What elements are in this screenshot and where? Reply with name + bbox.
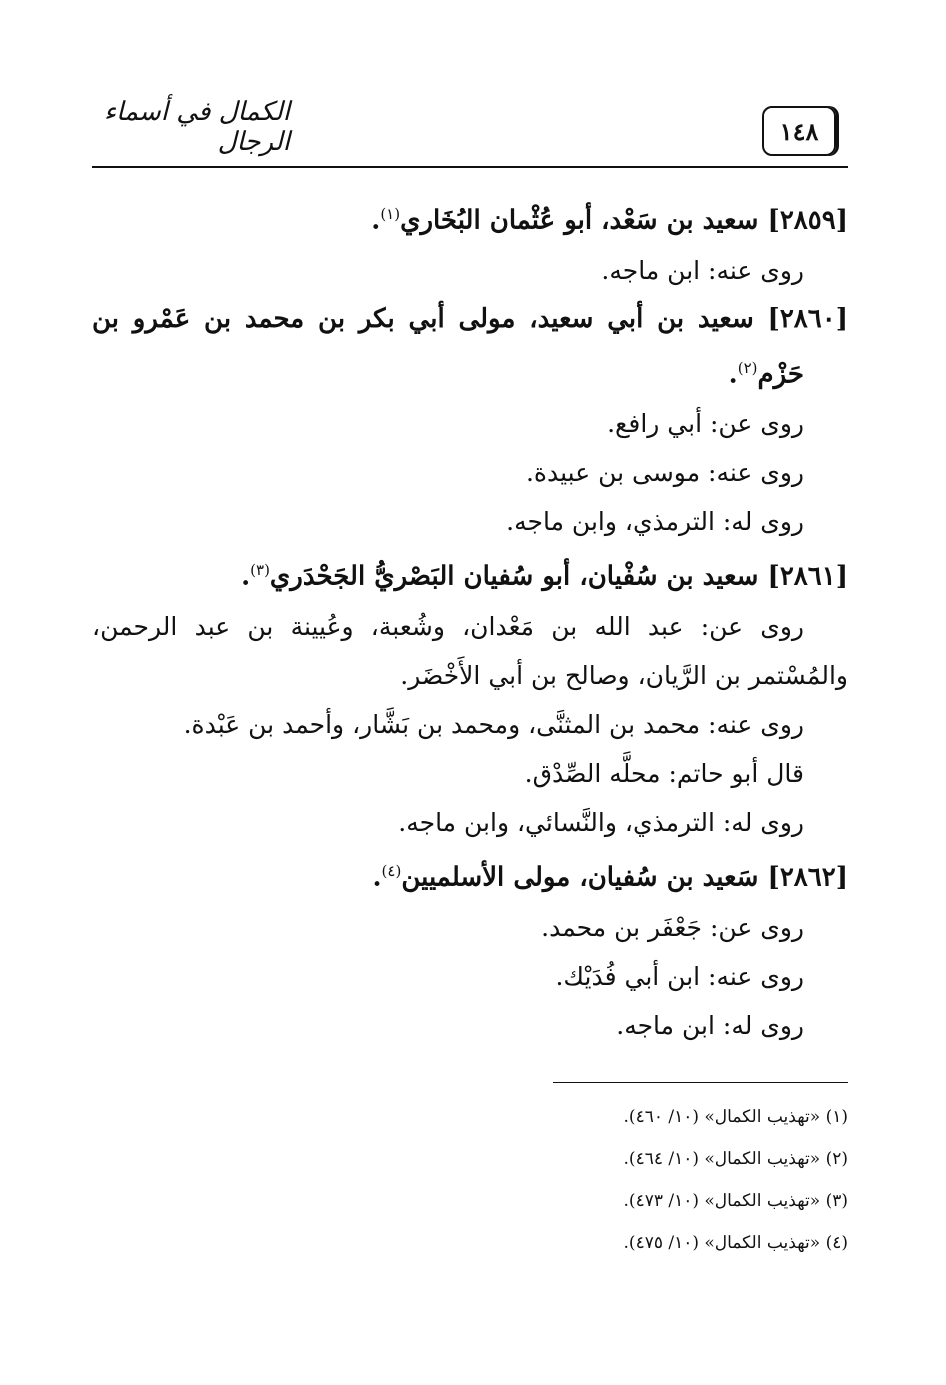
footnote: (٤) «تهذيب الكمال» (١٠/ ٤٧٥).	[623, 1233, 848, 1253]
entry-heading: [٢٨٦٠] سعيد بن أبي سعيد، مولى أبي بكر بن محمد بن عَمْرو بن	[92, 303, 848, 334]
footnote-ref: (٢)	[737, 358, 758, 377]
page-number: ١٤٨	[762, 106, 836, 156]
entry-line: والمُسْتمر بن الرَّيان، وصالح بن أبي الأَخْضَر.	[400, 660, 848, 690]
footnote-ref: (٤)	[381, 861, 402, 880]
entry-heading: [٢٨٥٩] سعيد بن سَعْد، أبو عُثْمان البُخَاري$^{(١)}$.	[371, 205, 848, 236]
entry-line: روى عن: جَعْفَر بن محمد.	[541, 912, 804, 942]
entry-line: روى عنه: ابن أبي فُدَيْك.	[555, 961, 804, 991]
entry-line: روى له: الترمذي، وابن ماجه.	[506, 507, 804, 537]
header-rule	[92, 166, 848, 168]
footnote-ref: (٣)	[250, 561, 270, 580]
entry-line: روى عنه: موسى بن عبيدة.	[525, 458, 804, 488]
footnote: (١) «تهذيب الكمال» (١٠/ ٤٦٠).	[623, 1107, 848, 1127]
entry-heading: [٢٨٦١] سعيد بن سُفْيان، أبو سُفيان البَصْريُّ الجَحْدَري$^{(٣)}$.	[241, 561, 848, 592]
footnotes	[400, 1096, 848, 1264]
entry-line: روى عنه: محمد بن المثنَّى، ومحمد بن بَشَّار، وأحمد بن عَبْدة.	[183, 709, 804, 739]
entry-line: قال أبو حاتم: محلَّه الصِّدْق.	[524, 758, 804, 788]
entry-line: روى له: ابن ماجه.	[616, 1010, 804, 1040]
page-header	[90, 96, 850, 166]
footnote-rule	[553, 1082, 848, 1083]
running-title: الكمال في أسماء الرجال	[103, 97, 290, 157]
entry-heading: [٢٨٦٢] سَعيد بن سُفيان، مولى الأسلميين$^{(٤)}$.	[372, 861, 848, 893]
main-text	[92, 190, 848, 1050]
entry-heading-cont: حَزْم$^{(٢)}$.	[728, 358, 804, 390]
footnote: (٢) «تهذيب الكمال» (١٠/ ٤٦٤).	[623, 1149, 848, 1169]
footnote: (٣) «تهذيب الكمال» (١٠/ ٤٧٣).	[623, 1191, 848, 1211]
footnote-ref: (١)	[380, 205, 401, 223]
entry-line: روى عن: أبي رافع.	[607, 409, 804, 439]
entry-line: روى عنه: ابن ماجه.	[601, 255, 804, 285]
entry-line: روى عن: عبد الله بن مَعْدان، وشُعبة، وعُيينة بن عبد الرحمن،	[92, 611, 804, 641]
entry-line: روى له: الترمذي، والنَّسائي، وابن ماجه.	[398, 807, 804, 837]
